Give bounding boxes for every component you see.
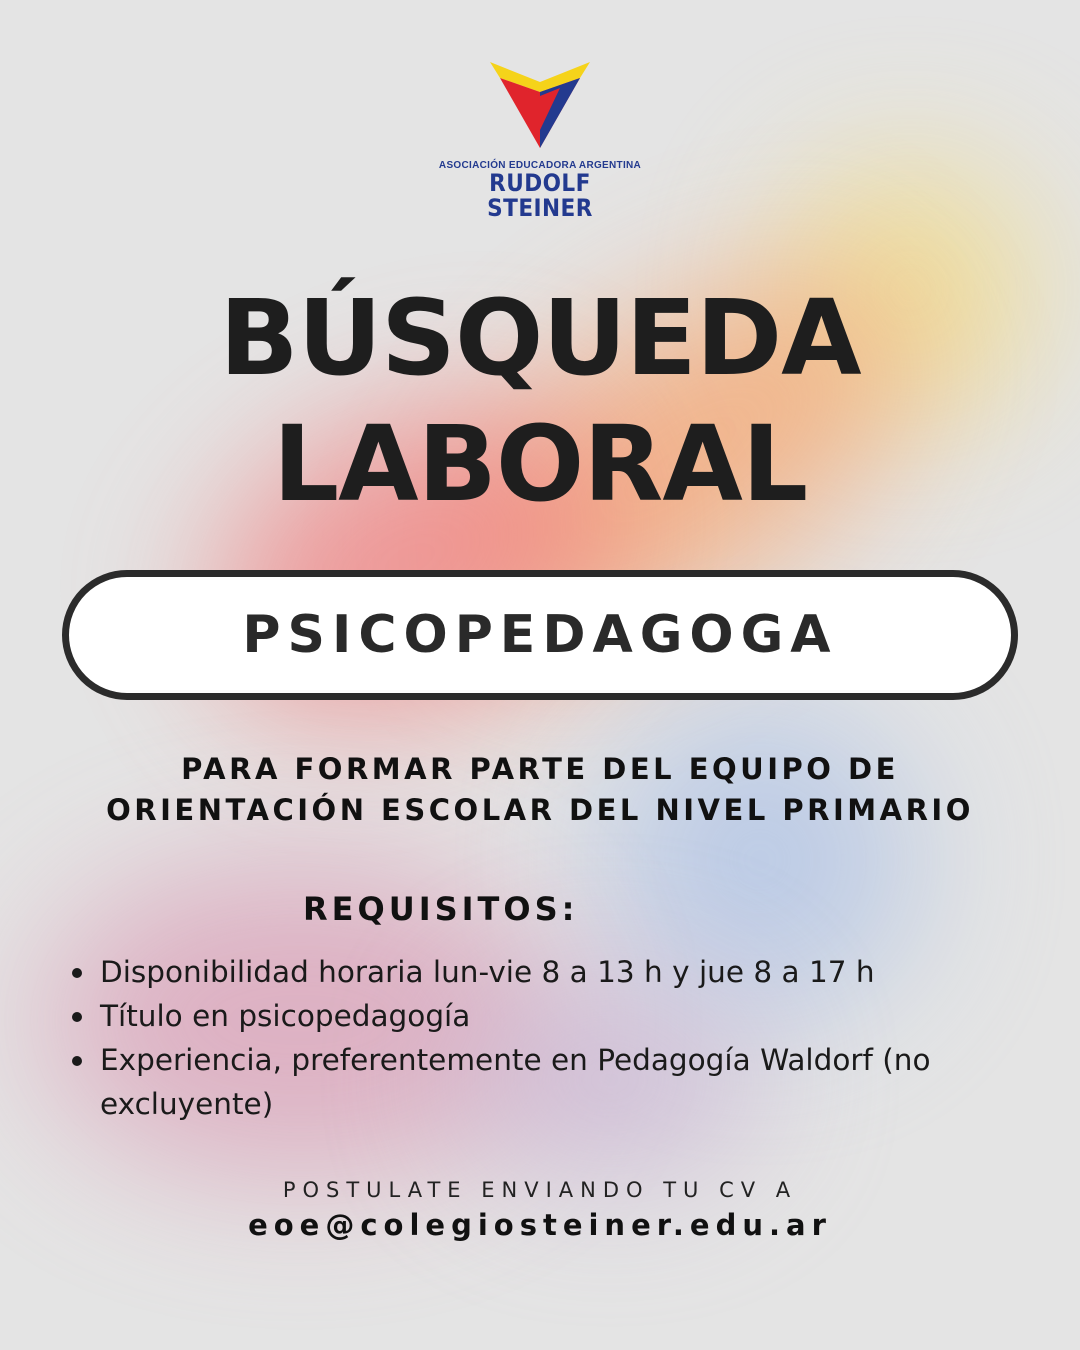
apply-instruction: POSTULATE ENVIANDO TU CV A — [282, 1178, 798, 1202]
requirement-text: Experiencia, preferentemente en Pedagogía Waldorf (no excluyente) — [100, 1043, 931, 1121]
headline-line-2: LABORAL — [272, 403, 808, 525]
subtitle-line-2: ORIENTACIÓN ESCOLAR DEL NIVEL PRIMARIO — [106, 793, 974, 827]
requirements-title: REQUISITOS: — [303, 890, 579, 928]
logo-name: RUDOLF STEINER — [487, 169, 593, 223]
headline-line-1: BÚSQUEDA — [219, 277, 861, 399]
apply-email-link[interactable]: eoe@colegiosteiner.edu.ar — [248, 1208, 832, 1242]
position-label: PSICOPEDAGOGA — [242, 605, 838, 665]
bullet-icon — [72, 968, 82, 978]
bullet-icon — [72, 1056, 82, 1066]
logo — [430, 60, 650, 221]
list-item — [72, 1038, 1062, 1126]
logo-org-line: ASOCIACIÓN EDUCADORA ARGENTINA — [438, 160, 642, 171]
bullet-icon — [72, 1012, 82, 1022]
list-item — [72, 950, 1062, 994]
requirement-text: Disponibilidad horaria lun-vie 8 a 13 h y jue 8 a 17 h — [100, 955, 875, 989]
subtitle-line-1: PARA FORMAR PARTE DEL EQUIPO DE — [181, 752, 899, 786]
logo-chevron-icon — [490, 60, 590, 150]
requirements-list — [72, 950, 1062, 1126]
list-item — [72, 994, 1062, 1038]
position-pill — [62, 570, 1018, 700]
requirement-text: Título en psicopedagogía — [100, 999, 471, 1033]
